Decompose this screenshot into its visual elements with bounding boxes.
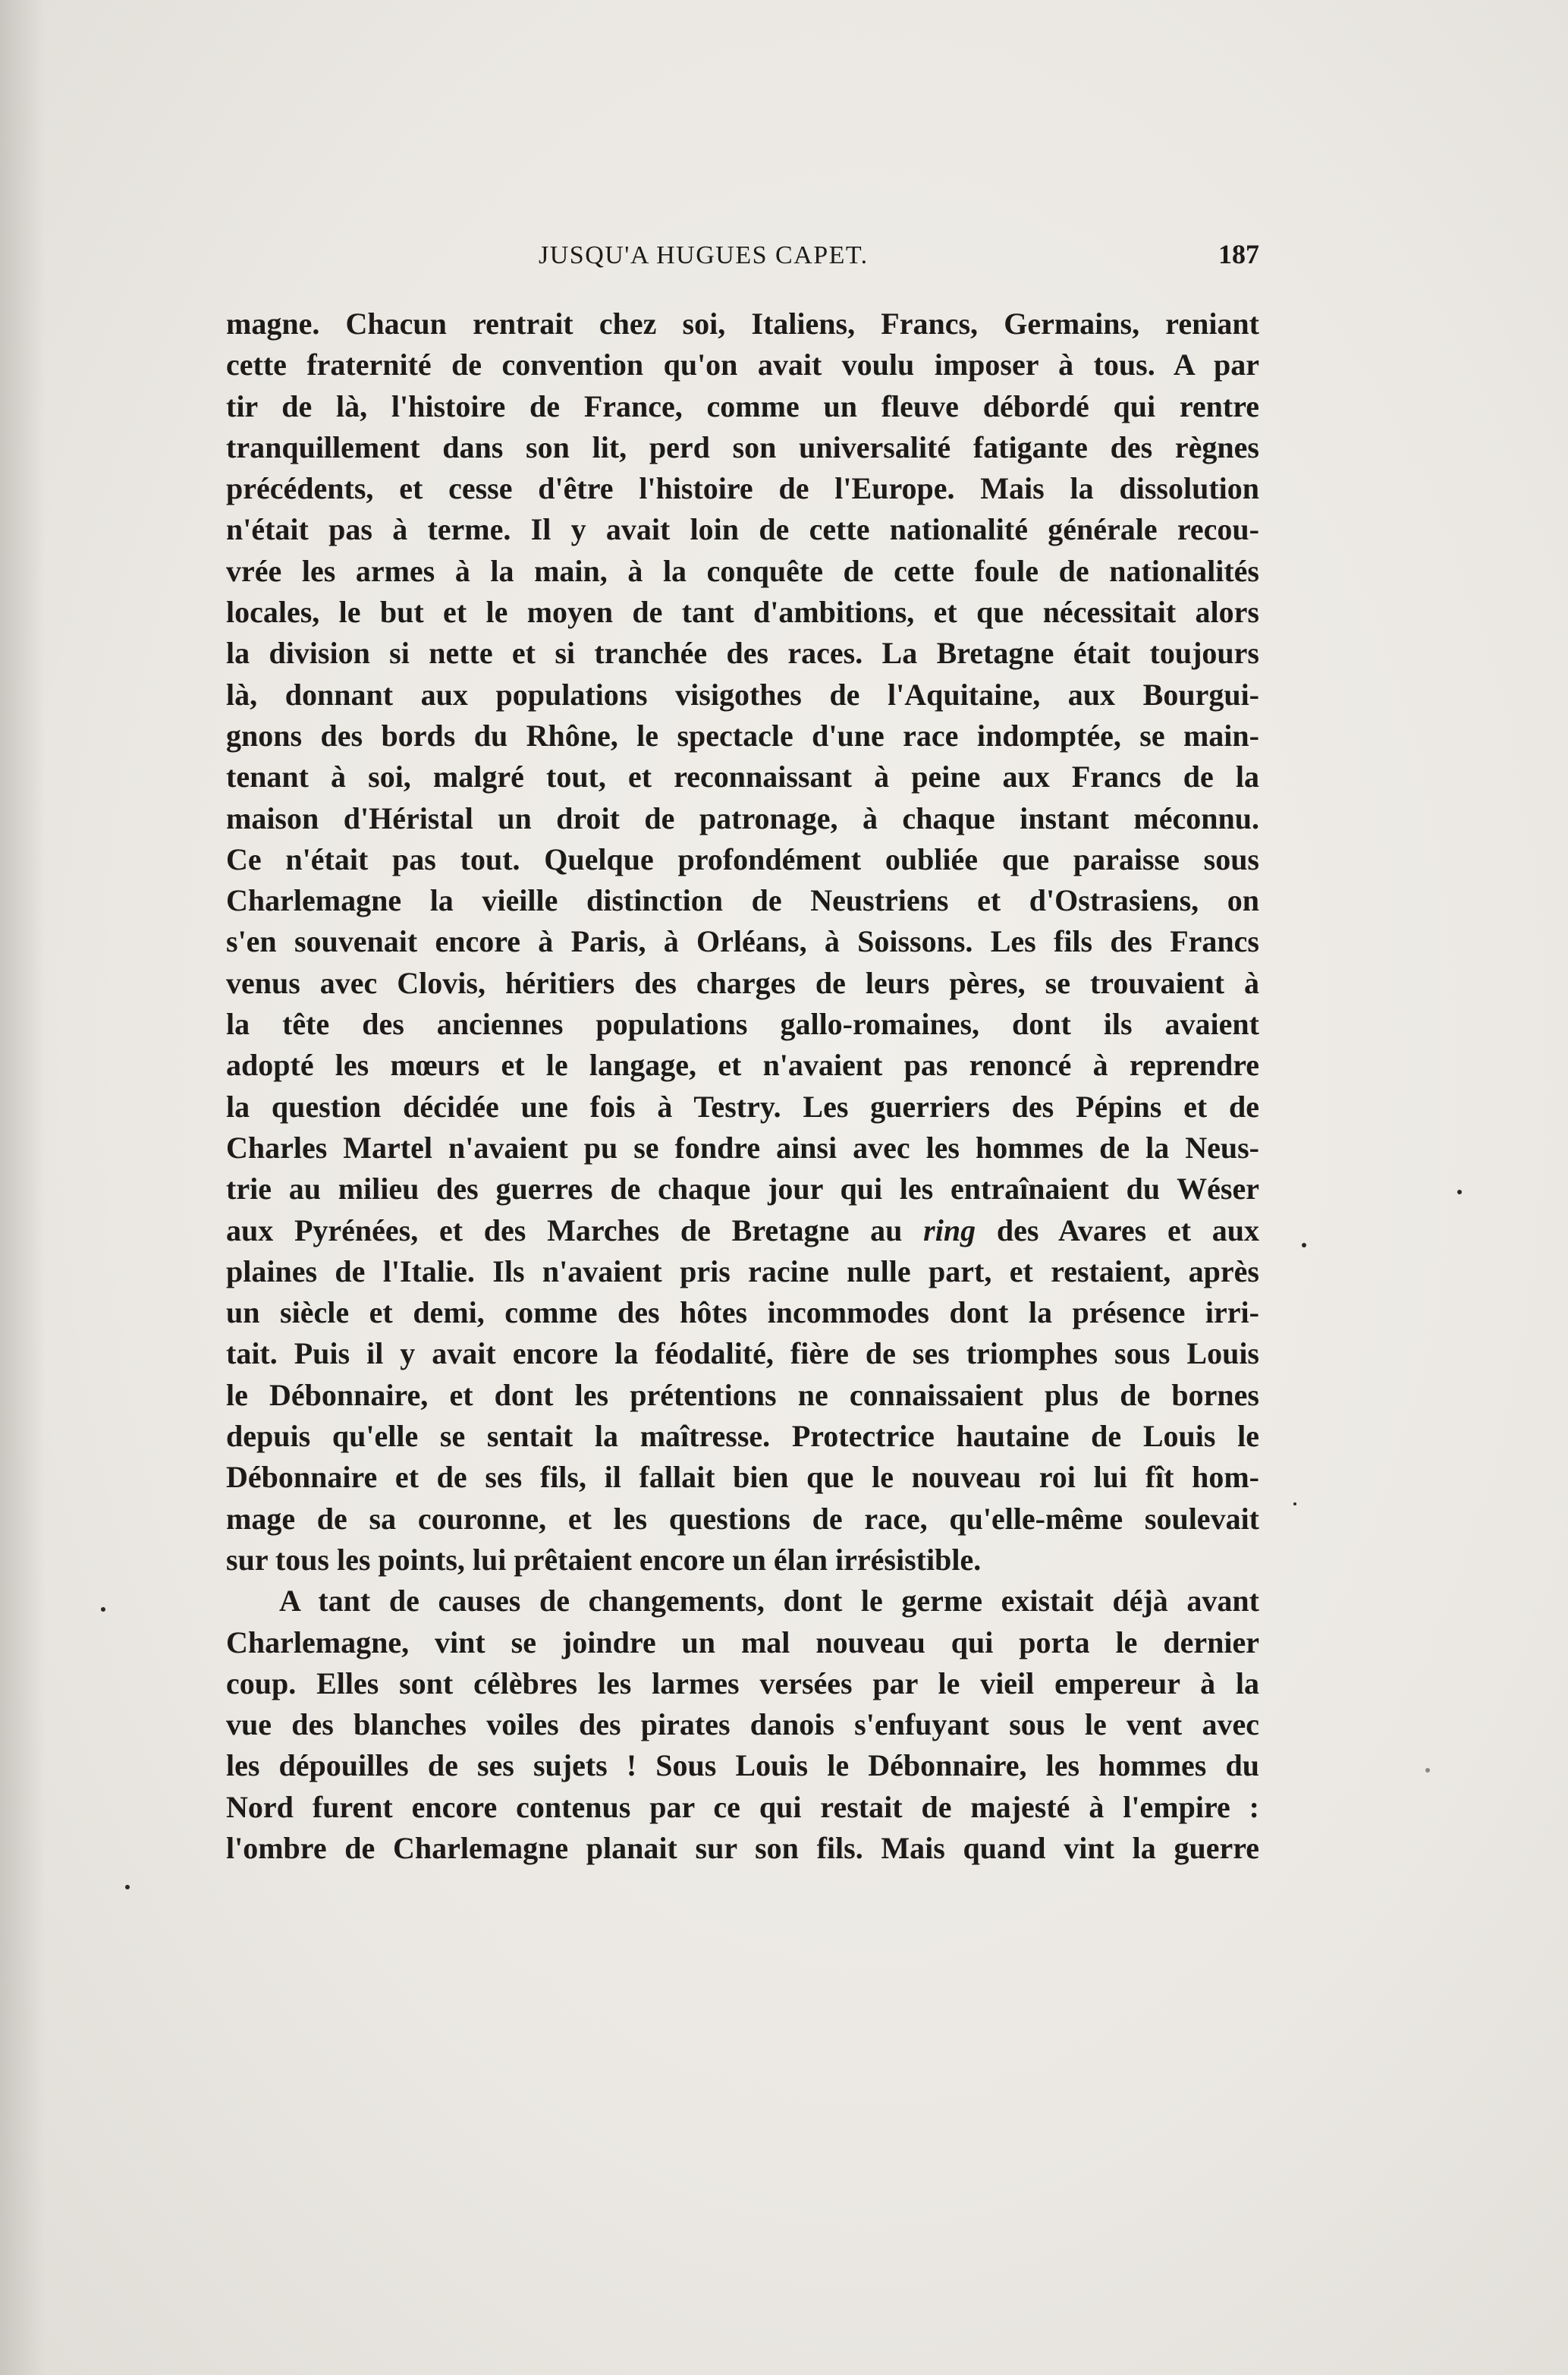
text-line: trie au milieu des guerres de chaque jour qui les entraînaient du Wéser xyxy=(226,1172,1259,1206)
text-segment: aux Pyrénées, et des Marches de Bretagne au xyxy=(226,1213,903,1247)
text-line: mage de sa couronne, et les questions de race, qu'elle-même soulevait xyxy=(226,1501,1259,1536)
text-line: n'était pas à terme. Il y avait loin de cette nationalité générale recou- xyxy=(226,512,1259,547)
text-line: tenant à soi, malgré tout, et reconnaissant à peine aux Francs de la xyxy=(226,760,1259,794)
page-number: 187 xyxy=(1218,239,1259,269)
text-line: la division si nette et si tranchée des races. La Bretagne était toujours xyxy=(226,636,1259,671)
text-line: Charles Martel n'avaient pu se fondre ainsi avec les hommes de la Neus- xyxy=(226,1130,1259,1165)
text-line: gnons des bords du Rhône, le spectacle d'une race indomptée, se main- xyxy=(226,718,1259,753)
text-line: Charlemagne la vieille distinction de Neustriens et d'Ostrasiens, on xyxy=(226,883,1259,918)
text-line: Débonnaire et de ses fils, il fallait bien que le nouveau roi lui fît hom- xyxy=(226,1460,1259,1495)
text-line: Nord furent encore contenus par ce qui restait de majesté à l'empire : xyxy=(226,1789,1259,1824)
ink-speck xyxy=(101,1607,105,1612)
text-line: maison d'Héristal un droit de patronage, à chaque instant méconnu. xyxy=(226,801,1259,835)
text-line: venus avec Clovis, héritiers des charges de leurs pères, se trouvaient à xyxy=(226,965,1259,1000)
text-line: cette fraternité de convention qu'on avait voulu imposer à tous. A par xyxy=(226,348,1259,382)
text-line: Charlemagne, vint se joindre un mal nouveau qui porta le dernier xyxy=(226,1625,1259,1659)
ink-speck xyxy=(1457,1190,1462,1194)
running-header xyxy=(228,241,1259,279)
text-line: un siècle et demi, comme des hôtes incommodes dont la présence irri- xyxy=(226,1295,1259,1330)
text-line: adopté les mœurs et le langage, et n'avaient pas renoncé à reprendre xyxy=(226,1048,1259,1083)
text-line: les dépouilles de ses sujets ! Sous Louis le Débonnaire, les hommes du xyxy=(226,1748,1259,1783)
text-line: la question décidée une fois à Testry. Les guerriers des Pépins et de xyxy=(226,1089,1259,1124)
ink-speck xyxy=(1293,1502,1296,1505)
ink-speck xyxy=(1425,1768,1430,1773)
paragraph-first-line: A tant de causes de changements, dont le germe existait déjà avant xyxy=(279,1584,1259,1618)
text-line: plaines de l'Italie. Ils n'avaient pris racine nulle part, et restaient, après xyxy=(226,1254,1259,1288)
text-line: la tête des anciennes populations gallo-romaines, dont ils avaient xyxy=(226,1007,1259,1042)
text-line: vrée les armes à la main, à la conquête de cette foule de nationalités xyxy=(226,553,1259,588)
text-line: vue des blanches voiles des pirates danois s'enfuyant sous le vent avec xyxy=(226,1707,1259,1742)
text-line: tait. Puis il y avait encore la féodalité, fière de ses triomphes sous Louis xyxy=(226,1336,1259,1371)
text-line: magne. Chacun rentrait chez soi, Italiens, Francs, Germains, reniant xyxy=(226,307,1259,341)
text-line: précédents, et cesse d'être l'histoire de l'Europe. Mais la dissolution xyxy=(226,471,1259,506)
text-line: coup. Elles sont célèbres les larmes versées par le vieil empereur à la xyxy=(226,1666,1259,1700)
text-line: locales, le but et le moyen de tant d'ambitions, et que nécessitait alors xyxy=(226,595,1259,630)
text-line-with-italic xyxy=(226,1210,1259,1251)
binding-shadow xyxy=(0,0,46,2375)
text-line: tir de là, l'histoire de France, comme un fleuve débordé qui rentre xyxy=(226,388,1259,423)
italic-word: ring xyxy=(923,1213,976,1247)
text-line: depuis qu'elle se sentait la maîtresse. Protectrice hautaine de Louis le xyxy=(226,1419,1259,1454)
text-line: Ce n'était pas tout. Quelque profondément oubliée que paraisse sous xyxy=(226,841,1259,876)
text-line: tranquillement dans son lit, perd son universalité fatigante des règnes xyxy=(226,429,1259,464)
ink-speck xyxy=(1302,1243,1306,1247)
running-title: JUSQU'A HUGUES CAPET. xyxy=(539,241,869,269)
body-text xyxy=(226,304,1259,1869)
text-line: là, donnant aux populations visigothes de l'Aquitaine, aux Bourgui- xyxy=(226,677,1259,712)
text-segment: des Avares et aux xyxy=(996,1213,1259,1247)
text-line: le Débonnaire, et dont les prétentions ne connaissaient plus de bornes xyxy=(226,1377,1259,1412)
text-line: sur tous les points, lui prêtaient encore un élan irrésistible. xyxy=(226,1542,982,1577)
ink-speck xyxy=(125,1885,130,1889)
text-line: s'en souvenait encore à Paris, à Orléans, à Soissons. Les fils des Francs xyxy=(226,924,1259,959)
text-line: l'ombre de Charlemagne planait sur son fils. Mais quand vint la guerre xyxy=(226,1830,1259,1865)
